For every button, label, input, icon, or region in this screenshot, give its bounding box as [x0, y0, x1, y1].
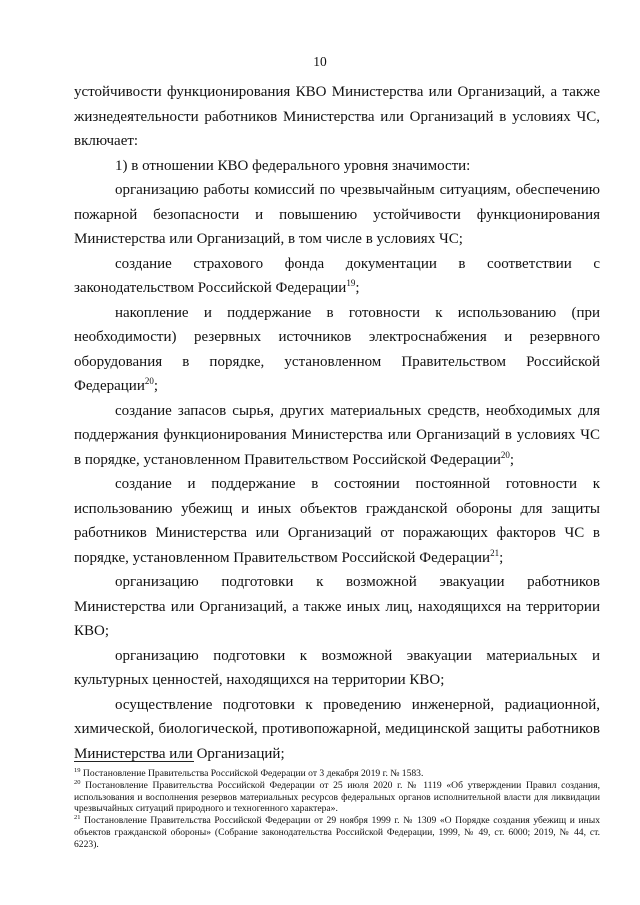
document-body [74, 80, 600, 766]
footnote [74, 815, 600, 850]
footnote-reference: 20 [500, 449, 510, 460]
paragraph-text: устойчивости функционирования КВО Министерства или Организаций, а также жизнедеятельности работников Министерства или Организаций в условиях ЧС, включает: [74, 84, 600, 149]
paragraph-text: создание и поддержание в состоянии постоянной готовности к использованию убежищ и иных объектов гражданской обороны для защиты работников Министерства или Организаций от поражающих факторов ЧС в порядке, установленном Правительством Российской Федерации [74, 476, 600, 566]
footnote-reference: 21 [490, 547, 500, 558]
page-number: 10 [313, 54, 327, 69]
paragraph-text: организацию подготовки к возможной эвакуации работников Министерства или Организаций, а также иных лиц, находящихся на территории КВО; [74, 574, 600, 639]
footnote-text: Постановление Правительства Российской Федерации от 29 ноября 1999 г. № 1309 «О Порядке создания убежищ и иных объектов гражданской обороны» (Собрание законодательства Российской Федерации, 1999, № 49, ст. 6000; 2019, № 44, ст. 6223). [74, 815, 600, 850]
paragraph-text: создание страхового фонда документации в соответствии с законодательством Российской Федерации [74, 255, 600, 296]
paragraph-text: 1) в отношении КВО федерального уровня значимости: [115, 157, 471, 174]
footnote [74, 768, 600, 780]
paragraph-text: организацию работы комиссий по чрезвычайным ситуациям, обеспечению пожарной безопасности и повышению устойчивости функционирования Министерства или Организаций, в том числе в условиях ЧС; [74, 182, 600, 247]
paragraph-text: ; [499, 549, 504, 566]
footnote-reference: 20 [144, 376, 154, 386]
paragraph [74, 252, 600, 301]
footnote-text: Постановление Правительства Российской Федерации от 3 декабря 2019 г. № 1583. [80, 768, 424, 779]
paragraph [74, 154, 600, 179]
paragraph [74, 399, 600, 473]
paragraph [74, 80, 600, 154]
paragraph-text: создание запасов сырья, других материальных средств, необходимых для поддержания функционирования Министерства или Организаций в условиях ЧС в порядке, установленном Правительством Российской Федерации [74, 402, 600, 468]
paragraph-text: осуществление подготовки к проведению инженерной, радиационной, химической, биологической, противопожарной, медицинской защиты работников Министерства или Организаций; [74, 696, 600, 762]
paragraph-text: ; [153, 378, 159, 394]
footnotes [74, 768, 600, 851]
paragraph-text: ; [509, 451, 515, 468]
paragraph [74, 644, 600, 693]
paragraph-text: организацию подготовки к возможной эвакуации материальных и культурных ценностей, находящихся на территории КВО; [74, 647, 600, 688]
footnote-mark: 21 [74, 814, 81, 821]
paragraph [74, 472, 600, 570]
paragraph [74, 301, 600, 399]
footnote-reference: 19 [346, 278, 356, 288]
footnote-mark: 20 [74, 778, 81, 786]
paragraph [74, 570, 600, 644]
footnote-text: Постановление Правительства Российской Федерации от 25 июля 2020 г. № 1119 «Об утверждении Правил создания, использования и восполнения резервов материальных ресурсов федеральных органов исполнительной власти для ликвидации чрезвычайных ситуаций природного и техногенного характера». [74, 779, 600, 815]
paragraph [74, 693, 600, 767]
paragraph [74, 178, 600, 252]
footnote [74, 780, 600, 815]
paragraph-text: накопление и поддержание в готовности к использованию (при необходимости) резервных источников электроснабжения и резервного оборудования в порядке, установленном Правительством Российской Федерации [74, 304, 600, 394]
paragraph-text: ; [355, 280, 360, 296]
footnote-mark: 19 [74, 766, 81, 774]
footnote-separator [74, 761, 194, 762]
